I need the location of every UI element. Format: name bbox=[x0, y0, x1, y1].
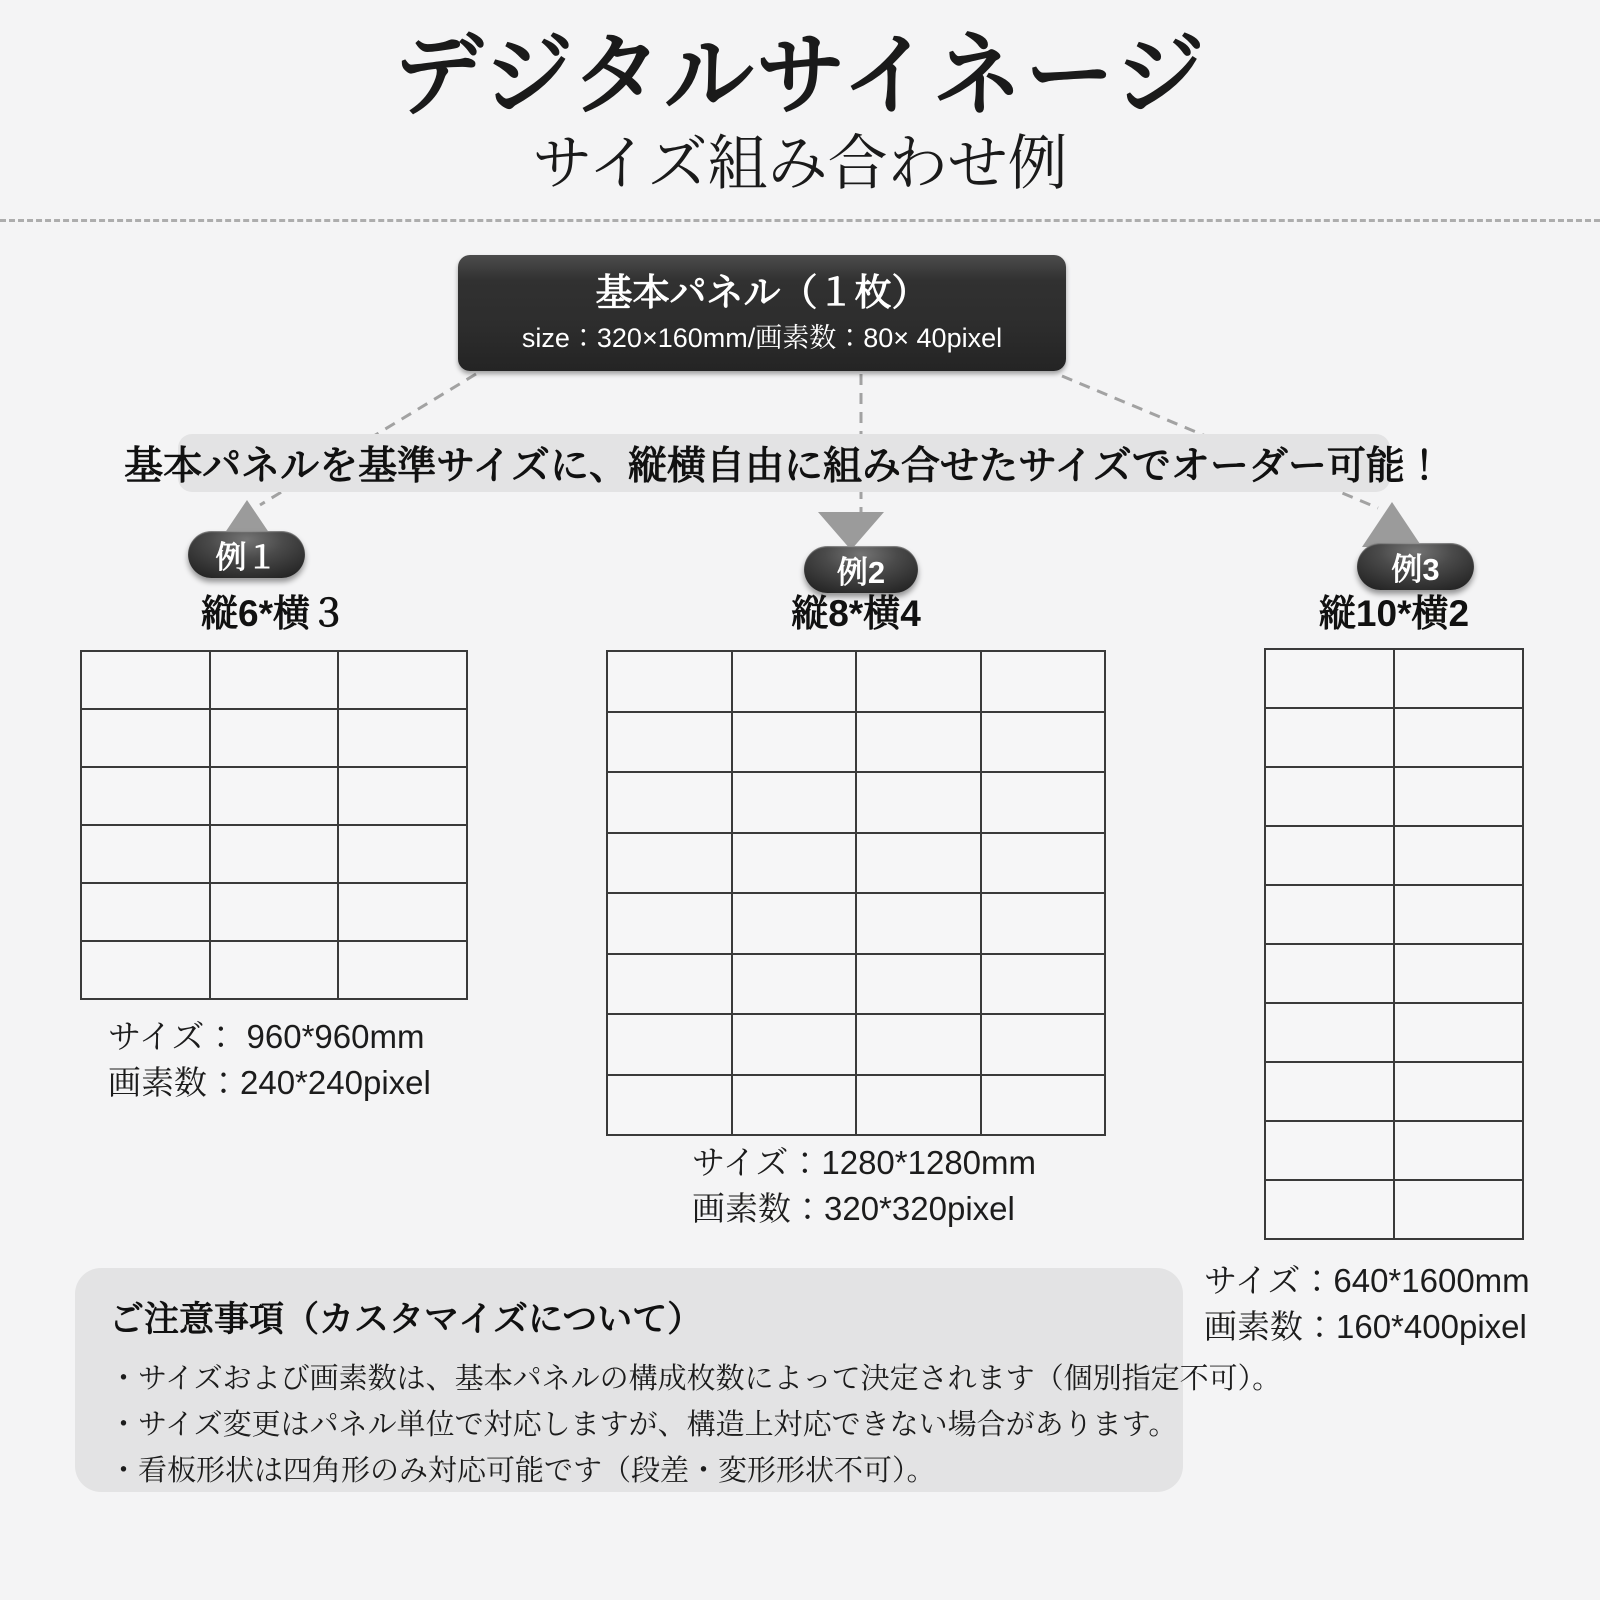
panel-cell bbox=[339, 826, 466, 882]
panel-cell bbox=[211, 710, 338, 766]
panel-cell bbox=[608, 713, 731, 772]
panel-cell bbox=[857, 1015, 980, 1074]
example-2-pixel-label: 画素数：320*320pixel bbox=[692, 1190, 1015, 1227]
panel-cell bbox=[857, 1076, 980, 1135]
notice-title: ご注意事項（カスタマイズについて） bbox=[109, 1300, 703, 1339]
panel-cell bbox=[857, 955, 980, 1014]
example-1-layout-label: 縦6*横３ bbox=[201, 593, 347, 634]
panel-cell bbox=[339, 884, 466, 940]
panel-cell bbox=[82, 884, 209, 940]
panel-cell bbox=[1266, 650, 1393, 707]
panel-cell bbox=[82, 826, 209, 882]
panel-cell bbox=[608, 834, 731, 893]
panel-cell bbox=[982, 652, 1105, 711]
panel-cell bbox=[608, 1015, 731, 1074]
example-2-layout-label: 縦8*横4 bbox=[791, 593, 921, 634]
panel-cell bbox=[982, 955, 1105, 1014]
arrow-triangle-right bbox=[1362, 502, 1422, 547]
panel-cell bbox=[982, 773, 1105, 832]
notice-bullet-2: ・サイズ変更はパネル単位で対応しますが、構造上対応できない場合があります。 bbox=[109, 1409, 1178, 1441]
panel-cell bbox=[1395, 709, 1522, 766]
panel-cell bbox=[982, 894, 1105, 953]
panel-cell bbox=[733, 894, 856, 953]
panel-cell bbox=[1395, 1181, 1522, 1238]
badge-example-1-label: 例１ bbox=[215, 540, 278, 575]
panel-cell bbox=[1395, 827, 1522, 884]
badge-example-2-label: 例2 bbox=[836, 555, 886, 590]
arrow-triangle-middle bbox=[818, 512, 884, 550]
panel-cell bbox=[1266, 709, 1393, 766]
panel-cell bbox=[733, 1076, 856, 1135]
tagline-bar bbox=[124, 434, 1444, 492]
example-1-panel-grid bbox=[80, 650, 468, 1000]
panel-cell bbox=[211, 826, 338, 882]
example-3-pixel-label: 画素数：160*400pixel bbox=[1204, 1308, 1527, 1345]
panel-cell bbox=[1266, 1181, 1393, 1238]
example-2-size-label: サイズ：1280*1280mm bbox=[692, 1144, 1037, 1181]
panel-cell bbox=[82, 768, 209, 824]
example-3-size-caption bbox=[1204, 1258, 1530, 1350]
panel-cell bbox=[733, 1015, 856, 1074]
panel-cell bbox=[1395, 1122, 1522, 1179]
badge-example-3-label: 例3 bbox=[1391, 552, 1440, 587]
example-1-pixel-label: 画素数：240*240pixel bbox=[108, 1064, 431, 1101]
panel-cell bbox=[339, 652, 466, 708]
base-panel-box bbox=[458, 255, 1066, 371]
panel-cell bbox=[1395, 650, 1522, 707]
panel-cell bbox=[733, 834, 856, 893]
panel-cell bbox=[82, 652, 209, 708]
panel-cell bbox=[857, 894, 980, 953]
panel-cell bbox=[1266, 886, 1393, 943]
panel-cell bbox=[857, 773, 980, 832]
tagline-text: 基本パネルを基準サイズに、縦横自由に組み合せたサイズでオーダー可能！ bbox=[124, 445, 1444, 488]
panel-cell bbox=[1266, 1004, 1393, 1061]
example-3-layout-label: 縦10*横2 bbox=[1318, 593, 1470, 634]
panel-cell bbox=[608, 1076, 731, 1135]
panel-cell bbox=[857, 834, 980, 893]
example-2-panel-grid bbox=[606, 650, 1106, 1136]
example-1-size-caption bbox=[108, 1014, 431, 1106]
badge-example-1 bbox=[188, 531, 305, 578]
panel-cell bbox=[211, 768, 338, 824]
panel-cell bbox=[1395, 768, 1522, 825]
example-1-size-label: サイズ： 960*960mm bbox=[108, 1018, 425, 1055]
panel-cell bbox=[608, 652, 731, 711]
notice-bullet-1: ・サイズおよび画素数は、基本パネルの構成枚数によって決定されます（個別指定不可）。 bbox=[109, 1363, 1282, 1395]
panel-cell bbox=[608, 894, 731, 953]
panel-cell bbox=[82, 710, 209, 766]
panel-cell bbox=[733, 713, 856, 772]
panel-cell bbox=[339, 710, 466, 766]
panel-cell bbox=[211, 652, 338, 708]
panel-cell bbox=[1266, 945, 1393, 1002]
page-title: デジタルサイネージ bbox=[393, 26, 1207, 126]
panel-cell bbox=[211, 884, 338, 940]
panel-cell bbox=[857, 652, 980, 711]
panel-cell bbox=[857, 713, 980, 772]
base-panel-spec: size：320×160mm/画素数：80× 40pixel bbox=[521, 323, 1003, 353]
notice-box bbox=[75, 1268, 1282, 1492]
panel-cell bbox=[1266, 1122, 1393, 1179]
panel-cell bbox=[1266, 827, 1393, 884]
panel-cell bbox=[211, 942, 338, 998]
panel-cell bbox=[82, 942, 209, 998]
notice-bullet-3: ・看板形状は四角形のみ対応可能です（段差・変形形状不可）。 bbox=[109, 1455, 936, 1487]
panel-cell bbox=[1266, 1063, 1393, 1120]
panel-cell bbox=[339, 942, 466, 998]
example-3-size-label: サイズ：640*1600mm bbox=[1204, 1262, 1530, 1299]
panel-cell bbox=[608, 955, 731, 1014]
panel-cell bbox=[1266, 768, 1393, 825]
example-2-size-caption bbox=[692, 1140, 1036, 1232]
page-subtitle: サイズ組み合わせ例 bbox=[532, 130, 1068, 197]
notice-list bbox=[109, 1356, 1282, 1494]
panel-cell bbox=[1395, 886, 1522, 943]
panel-cell bbox=[1395, 945, 1522, 1002]
panel-cell bbox=[733, 773, 856, 832]
panel-cell bbox=[982, 713, 1105, 772]
panel-cell bbox=[733, 652, 856, 711]
panel-cell bbox=[982, 834, 1105, 893]
panel-cell bbox=[982, 1076, 1105, 1135]
panel-cell bbox=[733, 955, 856, 1014]
example-3-panel-grid bbox=[1264, 648, 1524, 1240]
base-panel-title: 基本パネル（１枚） bbox=[595, 272, 929, 313]
panel-cell bbox=[982, 1015, 1105, 1074]
panel-cell bbox=[339, 768, 466, 824]
panel-cell bbox=[1395, 1004, 1522, 1061]
panel-cell bbox=[608, 773, 731, 832]
panel-cell bbox=[1395, 1063, 1522, 1120]
